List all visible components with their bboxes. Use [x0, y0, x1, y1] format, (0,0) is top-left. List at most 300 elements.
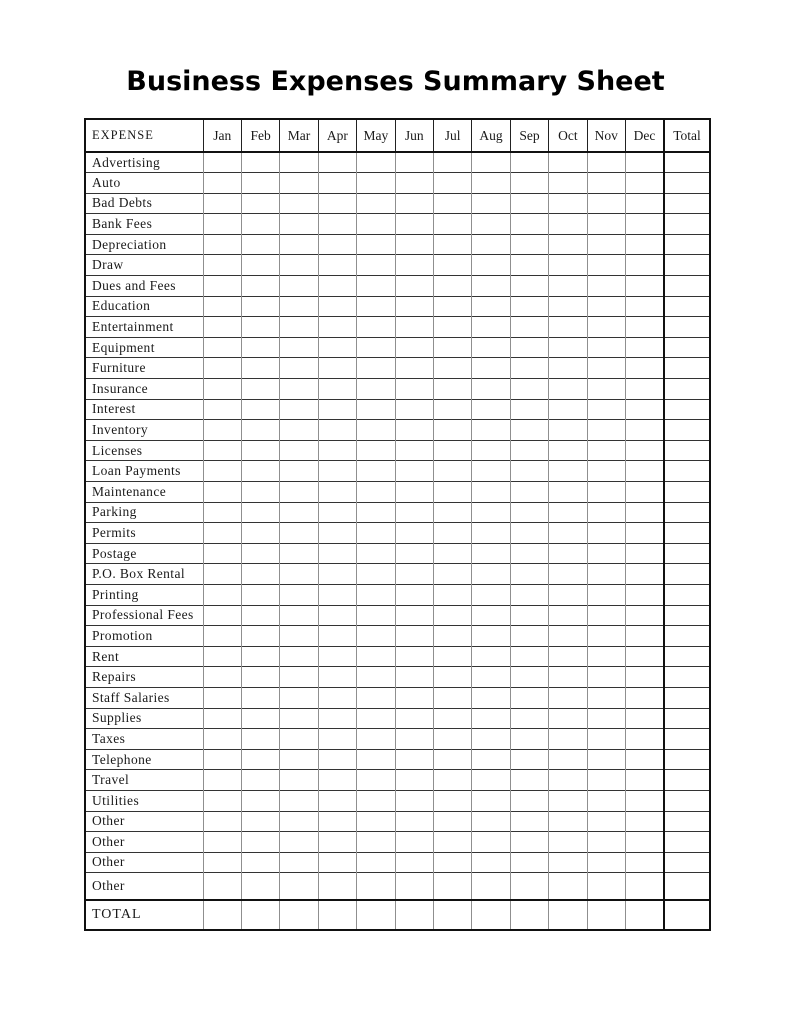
month-header-cell: Aug [472, 119, 510, 152]
month-cell [241, 255, 279, 276]
month-cell [241, 852, 279, 873]
month-cell [280, 420, 318, 441]
table-row [85, 337, 710, 358]
row-total-cell [664, 173, 710, 194]
row-total-cell [664, 626, 710, 647]
month-cell [433, 646, 471, 667]
month-cell [203, 564, 241, 585]
row-total-cell [664, 564, 710, 585]
month-cell [395, 626, 433, 647]
month-cell [433, 337, 471, 358]
total-row [85, 900, 710, 930]
month-cell [433, 440, 471, 461]
month-cell [395, 482, 433, 503]
month-cell [510, 420, 548, 441]
month-cell [241, 605, 279, 626]
month-cell [472, 667, 510, 688]
month-cell [587, 584, 625, 605]
month-cell [510, 502, 548, 523]
month-cell [241, 832, 279, 853]
month-cell [357, 173, 395, 194]
month-cell [549, 873, 587, 900]
table-row [85, 440, 710, 461]
month-cell [472, 811, 510, 832]
month-cell [395, 605, 433, 626]
month-cell [203, 626, 241, 647]
month-cell [318, 811, 356, 832]
table-row [85, 523, 710, 544]
table-row [85, 729, 710, 750]
month-cell [318, 832, 356, 853]
month-cell [357, 193, 395, 214]
month-cell [472, 379, 510, 400]
month-cell [318, 482, 356, 503]
row-total-cell [664, 708, 710, 729]
month-cell [241, 152, 279, 173]
month-cell [357, 770, 395, 791]
month-cell [549, 811, 587, 832]
month-cell [625, 482, 664, 503]
month-cell [510, 749, 548, 770]
month-cell [510, 152, 548, 173]
month-cell [510, 770, 548, 791]
row-total-cell [664, 337, 710, 358]
table-row [85, 152, 710, 173]
month-cell [587, 276, 625, 297]
month-cell [587, 564, 625, 585]
expense-label: Other [85, 832, 203, 853]
month-cell [395, 234, 433, 255]
month-cell [587, 770, 625, 791]
month-cell [625, 276, 664, 297]
month-cell [549, 626, 587, 647]
month-cell [318, 605, 356, 626]
month-cell [280, 584, 318, 605]
month-cell [549, 461, 587, 482]
month-cell [472, 605, 510, 626]
month-cell [587, 255, 625, 276]
month-cell [472, 790, 510, 811]
table-row [85, 605, 710, 626]
month-cell [549, 358, 587, 379]
month-cell [433, 749, 471, 770]
month-cell [357, 420, 395, 441]
month-cell [472, 584, 510, 605]
month-cell [395, 543, 433, 564]
month-cell [357, 646, 395, 667]
month-cell [241, 708, 279, 729]
table-row [85, 173, 710, 194]
month-cell [395, 667, 433, 688]
month-cell [587, 399, 625, 420]
month-cell [433, 276, 471, 297]
month-cell [318, 152, 356, 173]
month-cell [433, 687, 471, 708]
month-cell [587, 214, 625, 235]
expense-label: Printing [85, 584, 203, 605]
month-cell [318, 461, 356, 482]
month-cell [472, 626, 510, 647]
month-cell [549, 729, 587, 750]
month-cell [241, 749, 279, 770]
row-total-cell [664, 317, 710, 338]
month-cell [510, 337, 548, 358]
month-cell [625, 461, 664, 482]
month-cell [510, 832, 548, 853]
month-cell [587, 234, 625, 255]
month-cell [395, 379, 433, 400]
month-cell [357, 811, 395, 832]
month-cell [203, 461, 241, 482]
month-cell [357, 502, 395, 523]
month-cell [203, 543, 241, 564]
month-cell [203, 708, 241, 729]
expense-label: Staff Salaries [85, 687, 203, 708]
month-cell [241, 173, 279, 194]
month-cell [625, 811, 664, 832]
month-cell [549, 687, 587, 708]
row-total-cell [664, 358, 710, 379]
month-cell [625, 234, 664, 255]
month-cell [587, 461, 625, 482]
month-cell [241, 584, 279, 605]
month-cell [510, 193, 548, 214]
month-cell [318, 502, 356, 523]
month-cell [472, 296, 510, 317]
month-cell [433, 461, 471, 482]
month-cell [280, 811, 318, 832]
month-cell [625, 626, 664, 647]
table-row [85, 276, 710, 297]
month-cell [625, 255, 664, 276]
month-cell [318, 667, 356, 688]
total-column-header: Total [664, 119, 710, 152]
row-total-cell [664, 584, 710, 605]
month-cell [203, 337, 241, 358]
month-cell [357, 482, 395, 503]
month-cell [318, 770, 356, 791]
month-cell [203, 399, 241, 420]
month-cell [625, 687, 664, 708]
month-cell [472, 440, 510, 461]
month-cell [203, 276, 241, 297]
month-cell [318, 234, 356, 255]
month-cell [357, 729, 395, 750]
table-row [85, 420, 710, 441]
month-cell [433, 152, 471, 173]
month-cell [510, 214, 548, 235]
expense-label: Other [85, 852, 203, 873]
expense-label: Utilities [85, 790, 203, 811]
row-total-cell [664, 749, 710, 770]
month-cell [318, 420, 356, 441]
month-cell [241, 317, 279, 338]
month-header-cell: Nov [587, 119, 625, 152]
month-cell [395, 296, 433, 317]
month-cell [510, 461, 548, 482]
month-cell [318, 193, 356, 214]
month-cell [318, 646, 356, 667]
month-cell [203, 358, 241, 379]
month-cell [357, 276, 395, 297]
month-cell [318, 584, 356, 605]
expense-label: Professional Fees [85, 605, 203, 626]
month-cell [625, 729, 664, 750]
month-cell [472, 337, 510, 358]
month-cell [395, 255, 433, 276]
month-cell [587, 296, 625, 317]
month-cell [625, 337, 664, 358]
month-cell [280, 234, 318, 255]
month-cell [625, 502, 664, 523]
month-cell [357, 461, 395, 482]
month-cell [433, 667, 471, 688]
month-cell [587, 193, 625, 214]
month-cell [280, 193, 318, 214]
month-cell [241, 502, 279, 523]
month-cell [280, 749, 318, 770]
month-cell [587, 502, 625, 523]
table-row [85, 296, 710, 317]
month-cell [549, 214, 587, 235]
expense-label: Other [85, 811, 203, 832]
month-total-cell [318, 900, 356, 930]
month-cell [587, 646, 625, 667]
month-cell [510, 626, 548, 647]
month-cell [587, 337, 625, 358]
month-cell [587, 482, 625, 503]
month-cell [587, 379, 625, 400]
month-cell [625, 420, 664, 441]
month-cell [587, 790, 625, 811]
month-cell [549, 770, 587, 791]
month-cell [549, 543, 587, 564]
month-cell [587, 832, 625, 853]
month-cell [549, 152, 587, 173]
month-cell [241, 543, 279, 564]
month-cell [280, 790, 318, 811]
month-cell [395, 687, 433, 708]
month-total-cell [549, 900, 587, 930]
month-cell [357, 605, 395, 626]
header-row [85, 119, 710, 152]
month-cell [549, 790, 587, 811]
month-header-cell: Dec [625, 119, 664, 152]
month-cell [587, 152, 625, 173]
month-cell [241, 729, 279, 750]
month-cell [318, 626, 356, 647]
month-cell [395, 749, 433, 770]
month-cell [357, 234, 395, 255]
month-cell [357, 358, 395, 379]
row-total-cell [664, 523, 710, 544]
month-cell [549, 420, 587, 441]
row-total-cell [664, 873, 710, 900]
month-cell [510, 584, 548, 605]
month-cell [625, 564, 664, 585]
expense-label: Auto [85, 173, 203, 194]
row-total-cell [664, 152, 710, 173]
month-cell [280, 523, 318, 544]
month-cell [587, 420, 625, 441]
month-cell [395, 214, 433, 235]
month-cell [318, 790, 356, 811]
month-cell [203, 667, 241, 688]
month-cell [280, 317, 318, 338]
month-cell [433, 399, 471, 420]
month-cell [318, 399, 356, 420]
month-cell [549, 193, 587, 214]
month-cell [625, 852, 664, 873]
month-cell [357, 749, 395, 770]
month-cell [587, 173, 625, 194]
month-cell [395, 461, 433, 482]
row-total-cell [664, 214, 710, 235]
month-cell [549, 502, 587, 523]
table-row [85, 502, 710, 523]
month-cell [241, 790, 279, 811]
month-cell [241, 337, 279, 358]
month-cell [433, 317, 471, 338]
month-cell [549, 379, 587, 400]
expense-label: Repairs [85, 667, 203, 688]
expense-label: Licenses [85, 440, 203, 461]
month-cell [395, 852, 433, 873]
month-cell [510, 605, 548, 626]
month-cell [549, 852, 587, 873]
table-row [85, 873, 710, 900]
month-cell [472, 214, 510, 235]
month-cell [395, 811, 433, 832]
expense-label: Promotion [85, 626, 203, 647]
row-total-cell [664, 482, 710, 503]
table-row [85, 667, 710, 688]
month-cell [625, 358, 664, 379]
month-cell [433, 832, 471, 853]
row-total-cell [664, 543, 710, 564]
month-cell [395, 790, 433, 811]
expense-label: Other [85, 873, 203, 900]
month-cell [433, 193, 471, 214]
table-row [85, 317, 710, 338]
month-cell [472, 420, 510, 441]
month-cell [395, 646, 433, 667]
month-cell [280, 605, 318, 626]
month-header-cell: Oct [549, 119, 587, 152]
month-cell [203, 255, 241, 276]
month-cell [587, 729, 625, 750]
month-cell [395, 502, 433, 523]
month-cell [625, 584, 664, 605]
month-cell [549, 605, 587, 626]
month-cell [472, 770, 510, 791]
month-cell [510, 543, 548, 564]
month-cell [241, 811, 279, 832]
row-total-cell [664, 852, 710, 873]
month-cell [203, 214, 241, 235]
expense-label: Travel [85, 770, 203, 791]
month-cell [203, 584, 241, 605]
row-total-cell [664, 832, 710, 853]
month-cell [241, 234, 279, 255]
month-cell [433, 214, 471, 235]
month-cell [433, 852, 471, 873]
month-cell [625, 646, 664, 667]
month-cell [280, 152, 318, 173]
month-cell [318, 214, 356, 235]
month-cell [549, 317, 587, 338]
expense-label: Entertainment [85, 317, 203, 338]
month-cell [318, 729, 356, 750]
table-row [85, 852, 710, 873]
table-row [85, 646, 710, 667]
month-cell [472, 173, 510, 194]
month-cell [395, 440, 433, 461]
month-cell [241, 358, 279, 379]
month-cell [549, 832, 587, 853]
month-cell [510, 873, 548, 900]
month-cell [549, 296, 587, 317]
row-total-cell [664, 605, 710, 626]
expense-label: Depreciation [85, 234, 203, 255]
month-cell [318, 255, 356, 276]
row-total-cell [664, 420, 710, 441]
month-cell [357, 399, 395, 420]
month-cell [433, 873, 471, 900]
month-cell [587, 852, 625, 873]
month-cell [203, 420, 241, 441]
row-total-cell [664, 193, 710, 214]
month-header-cell: Jul [433, 119, 471, 152]
expense-label: Interest [85, 399, 203, 420]
month-cell [549, 482, 587, 503]
month-cell [625, 873, 664, 900]
month-cell [587, 687, 625, 708]
month-cell [510, 729, 548, 750]
month-cell [433, 358, 471, 379]
month-cell [203, 440, 241, 461]
month-cell [241, 440, 279, 461]
month-total-cell [241, 900, 279, 930]
month-cell [203, 296, 241, 317]
month-cell [280, 296, 318, 317]
month-cell [280, 276, 318, 297]
month-cell [510, 564, 548, 585]
row-total-cell [664, 811, 710, 832]
month-cell [318, 543, 356, 564]
month-cell [203, 605, 241, 626]
expense-label: Permits [85, 523, 203, 544]
month-cell [510, 358, 548, 379]
month-cell [625, 173, 664, 194]
table-row [85, 379, 710, 400]
month-cell [395, 770, 433, 791]
month-cell [472, 399, 510, 420]
month-cell [395, 708, 433, 729]
month-cell [472, 646, 510, 667]
expense-label: P.O. Box Rental [85, 564, 203, 585]
month-cell [472, 708, 510, 729]
expense-label: Postage [85, 543, 203, 564]
month-cell [549, 276, 587, 297]
expense-label: Dues and Fees [85, 276, 203, 297]
month-cell [241, 626, 279, 647]
month-cell [625, 708, 664, 729]
month-cell [433, 379, 471, 400]
month-cell [587, 440, 625, 461]
month-cell [280, 543, 318, 564]
table-row [85, 626, 710, 647]
